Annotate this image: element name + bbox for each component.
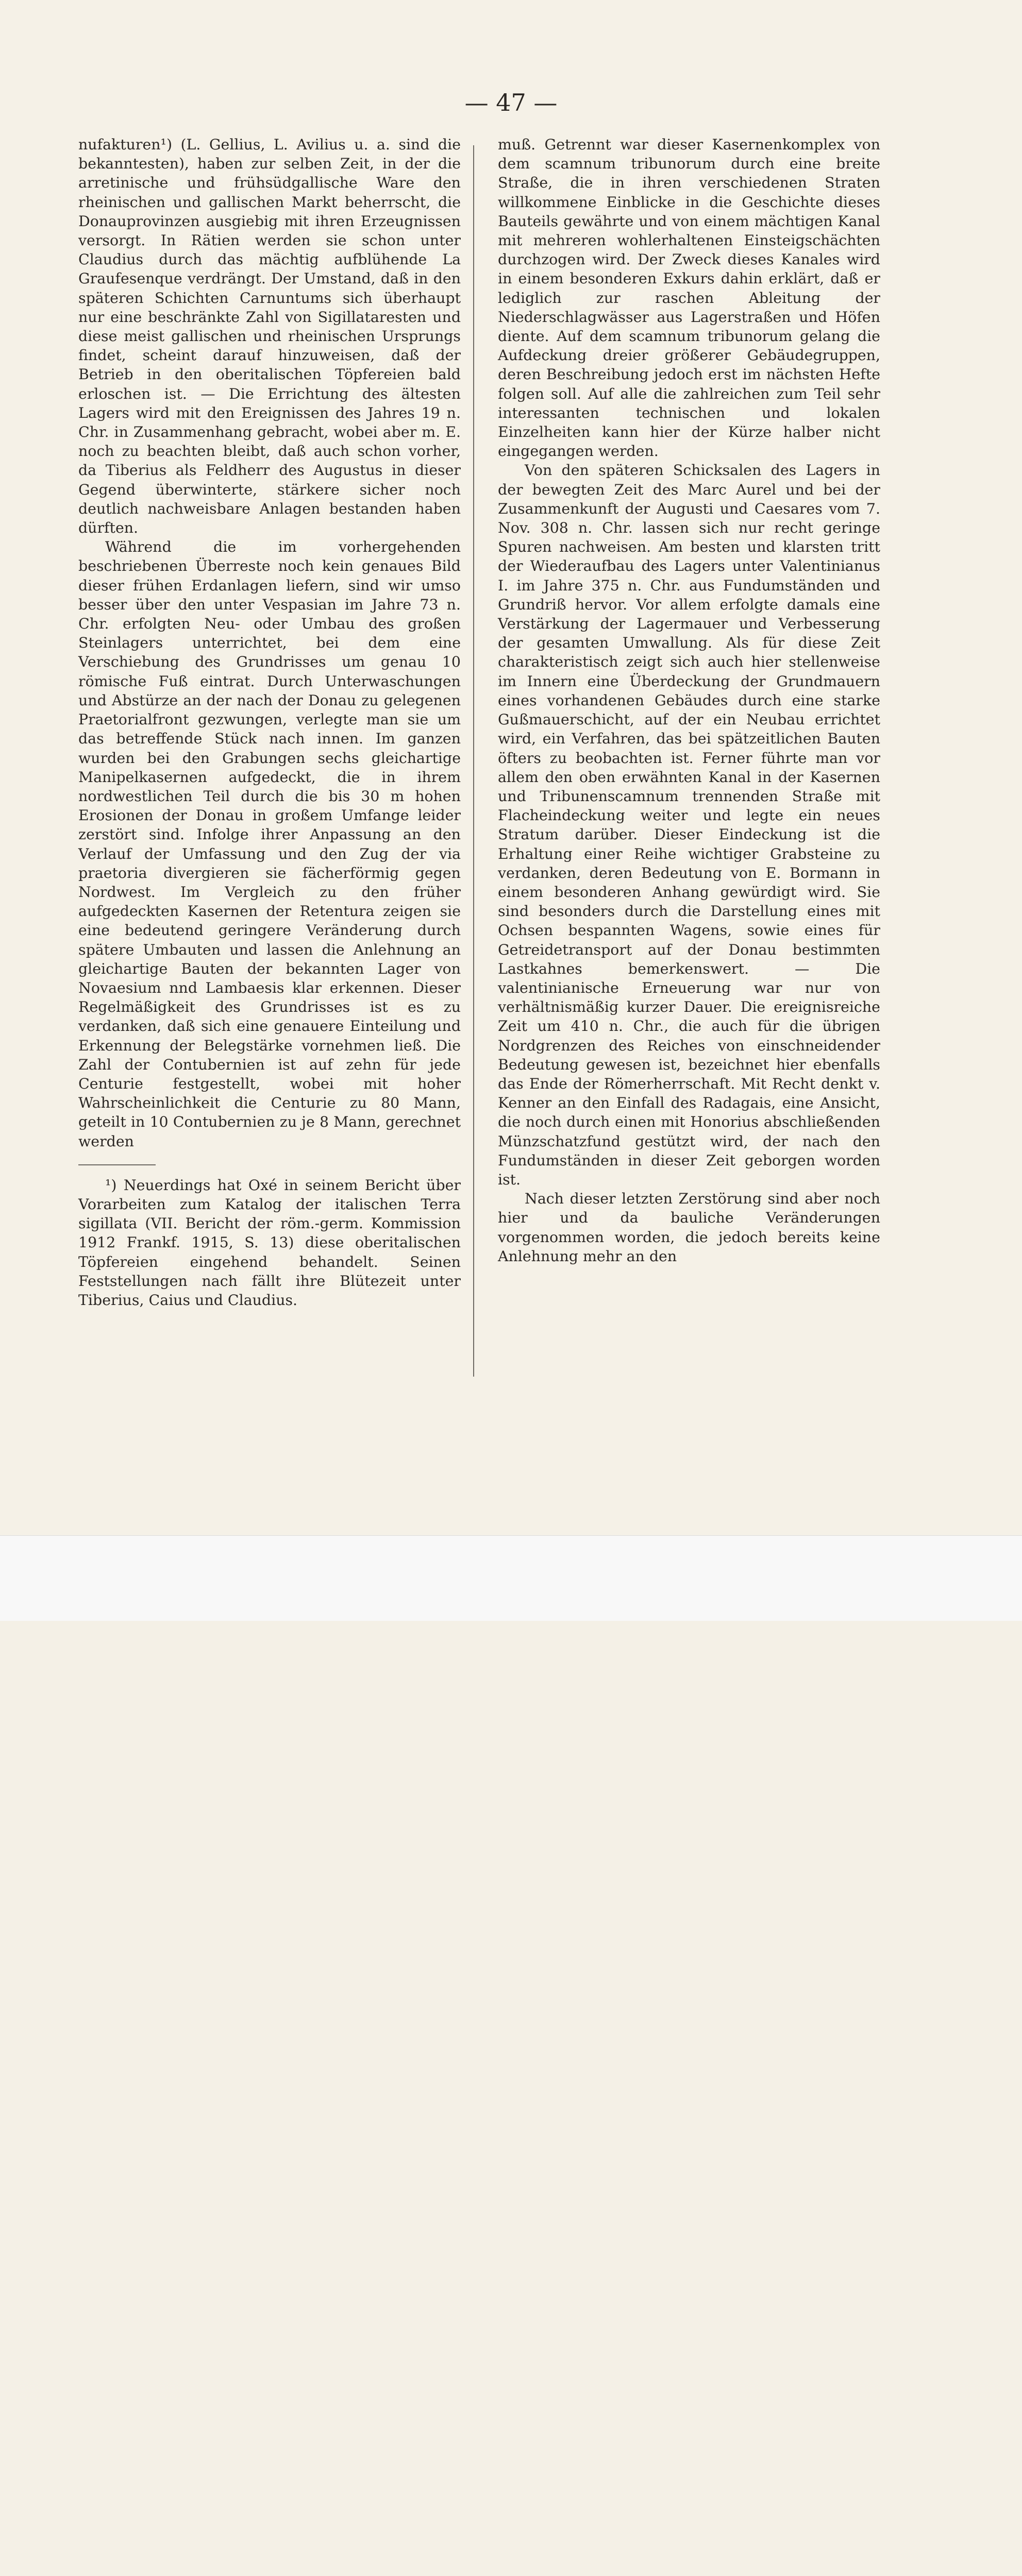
footnote: ¹) Neuerdings hat Oxé in seinem Bericht über Vorarbeiten zum Katalog der italischen Terra sigillata (VII. Bericht der röm.-germ. Kommission 1912 Frankf. 1915, S. 13) diese oberitalischen Töpfereien eingehend behandelt. Seinen Feststellungen nach fällt ihre Blütezeit unter Tiberius, Caius und Claudius. — [78, 1176, 461, 1309]
paragraph: Während die im vorhergehenden beschriebenen Überreste noch kein genaues Bild dieser frühen Erdanlagen liefern, sind wir umso besser über den unter Vespasian im Jahre 73 n. Chr. erfolgten Neu- oder Umbau des großen Steinlagers unterrichtet, bei dem eine Verschiebung des Grundrisses um genau 10 römische Fuß eintrat. Durch Unterwaschungen und Abstürze an der nach der Donau zu gelegenen Praetorialfront gezwungen, verlegte man sie um das betreffende Stück nach innen. Im ganzen wurden bei den Grabungen sechs gleichartige Manipelkasernen aufgedeckt, die in ihrem nordwestlichen Teil durch die bis 30 m hohen Erosionen der Donau in großem Umfange leider zerstört sind. Infolge ihrer Anpassung an den Verlauf der Umfassung und den Zug der via praetoria divergieren sie fächerförmig gegen Nordwest. Im Vergleich zu den früher aufgedeckten Kasernen der Retentura zeigen sie eine bedeutend geringere Veränderung durch spätere Umbauten und lassen die Anlehnung an gleichartige Bauten der bekannten Lager von Novaesium nnd Lambaesis klar erkennen. Dieser Regelmäßigkeit des Grundrisses ist es zu verdanken, daß sich eine genauere Einteilung und Erkennung der Belegstärke vornehmen ließ. Die Zahl der Contubernien ist auf zehn für jede Centurie festgestellt, wobei mit hoher Wahrscheinlichkeit die Centurie zu 80 Mann, geteilt in 10 Contubernien zu je 8 Mann, gerechnet werden — [78, 538, 461, 1150]
paragraph: muß. Getrennt war dieser Kasernenkomplex von dem scamnum tribunorum durch eine breite Straße, die in ihren verschiedenen Straten willkommene Einblicke in die Geschichte dieses Bauteils gewährte und von einem mächtigen Kanal mit mehreren wohlerhaltenen Einsteigschächten durchzogen wird. Der Zweck dieses Kanales wird in einem besonderen Exkurs dahin erklärt, daß er lediglich zur raschen Ableitung der Niederschlagwässer aus Lagerstraßen und Höfen diente. Auf dem scamnum tribunorum gelang die Aufdeckung dreier größerer Gebäudegruppen, deren Beschreibung jedoch erst im nächsten Hefte folgen soll. Auf alle die zahlreichen zum Teil sehr interessanten technischen und lokalen Einzelheiten kann hier der Kürze halber nicht eingegangen werden. — [498, 136, 880, 460]
page-number: — 47 — — [464, 89, 558, 116]
right-column — [498, 135, 880, 1266]
viewer-footer — [0, 1535, 1022, 1621]
footnote-rule — [78, 1164, 156, 1165]
paragraph: nufakturen¹) (L. Gellius, L. Avilius u. a. sind die bekanntesten), haben zur selben Zeit, in der die arretinische und frühsüdgallische Ware den rheinischen und gallischen Markt beherrscht, die Donauprovinzen ausgiebig mit ihren Erzeugnissen versorgt. In Rätien werden sie schon unter Claudius durch das mächtig aufblühende La Graufesenque verdrängt. Der Umstand, daß in den späteren Schichten Carnuntums sich überhaupt nur eine beschränkte Zahl von Sigillataresten und diese meist gallischen und rheinischen Ursprungs findet, scheint darauf hinzuweisen, daß der Betrieb in den oberitalischen Töpfereien bald erloschen ist. — Die Errichtung des ältesten Lagers wird mit den Ereignissen des Jahres 19 n. Chr. in Zusammenhang gebracht, wobei aber m. E. noch zu beachten bleibt, daß auch schon vorher, da Tiberius als Feldherr des Augustus in dieser Gegend überwinterte, stärkere sicher noch deutlich nachweisbare Anlagen bestanden haben dürften. — [78, 136, 461, 537]
left-column — [78, 135, 461, 1310]
paragraph: Von den späteren Schicksalen des Lagers in der bewegten Zeit des Marc Aurel und bei der Zusammenkunft der Augusti und Caesares vom 7. Nov. 308 n. Chr. lassen sich nur recht geringe Spuren nachweisen. Am besten und klarsten tritt der Wiederaufbau des Lagers unter Valentinianus I. im Jahre 375 n. Chr. aus Fundumständen und Grundriß hervor. Vor allem erfolgte damals eine Verstärkung der Lagermauer und Verbesserung der gesamten Umwallung. Als für diese Zeit charakteristisch zeigt sich auch hier stellenweise im Innern eine Überdeckung der Grundmauern eines vorhandenen Gebäudes durch eine starke Gußmauerschicht, auf der ein Neubau errichtet wird, ein Verfahren, das bei spätzeitlichen Bauten öfters zu beobachten ist. Ferner führte man vor allem den oben erwähnten Kanal in der Kasernen und Tribunenscamnum trennenden Straße mit Flacheindeckung weiter und legte ein neues Stratum darüber. Dieser Eindeckung ist die Erhaltung einer Reihe wichtiger Grabsteine zu verdanken, deren Bedeutung von E. Bormann in einem besonderen Anhang gewürdigt wird. Sie sind besonders durch die Darstellung eines mit Ochsen bespannten Wagens, sowie eines für Getreidetransport auf der Donau bestimmten Lastkahnes bemerkenswert. — Die valentinianische Erneuerung war nur von verhältnismäßig kurzer Dauer. Die ereignisreiche Zeit um 410 n. Chr., die auch für die übrigen Nordgrenzen des Reiches von einschneidender Bedeutung gewesen ist, bezeichnet hier ebenfalls das Ende der Römerherrschaft. Mit Recht denkt v. Kenner an den Einfall des Radagais, eine Ansicht, die noch durch einen mit Honorius abschließenden Münzschatzfund gestützt wird, der nach den Fundumständen in dieser Zeit geborgen worden ist. — [498, 462, 880, 1188]
paragraph: Nach dieser letzten Zerstörung sind aber noch hier und da bauliche Veränderungen vorgenommen worden, die jedoch bereits keine Anlehnung mehr an den — [498, 1190, 880, 1265]
column-divider — [473, 145, 474, 1377]
